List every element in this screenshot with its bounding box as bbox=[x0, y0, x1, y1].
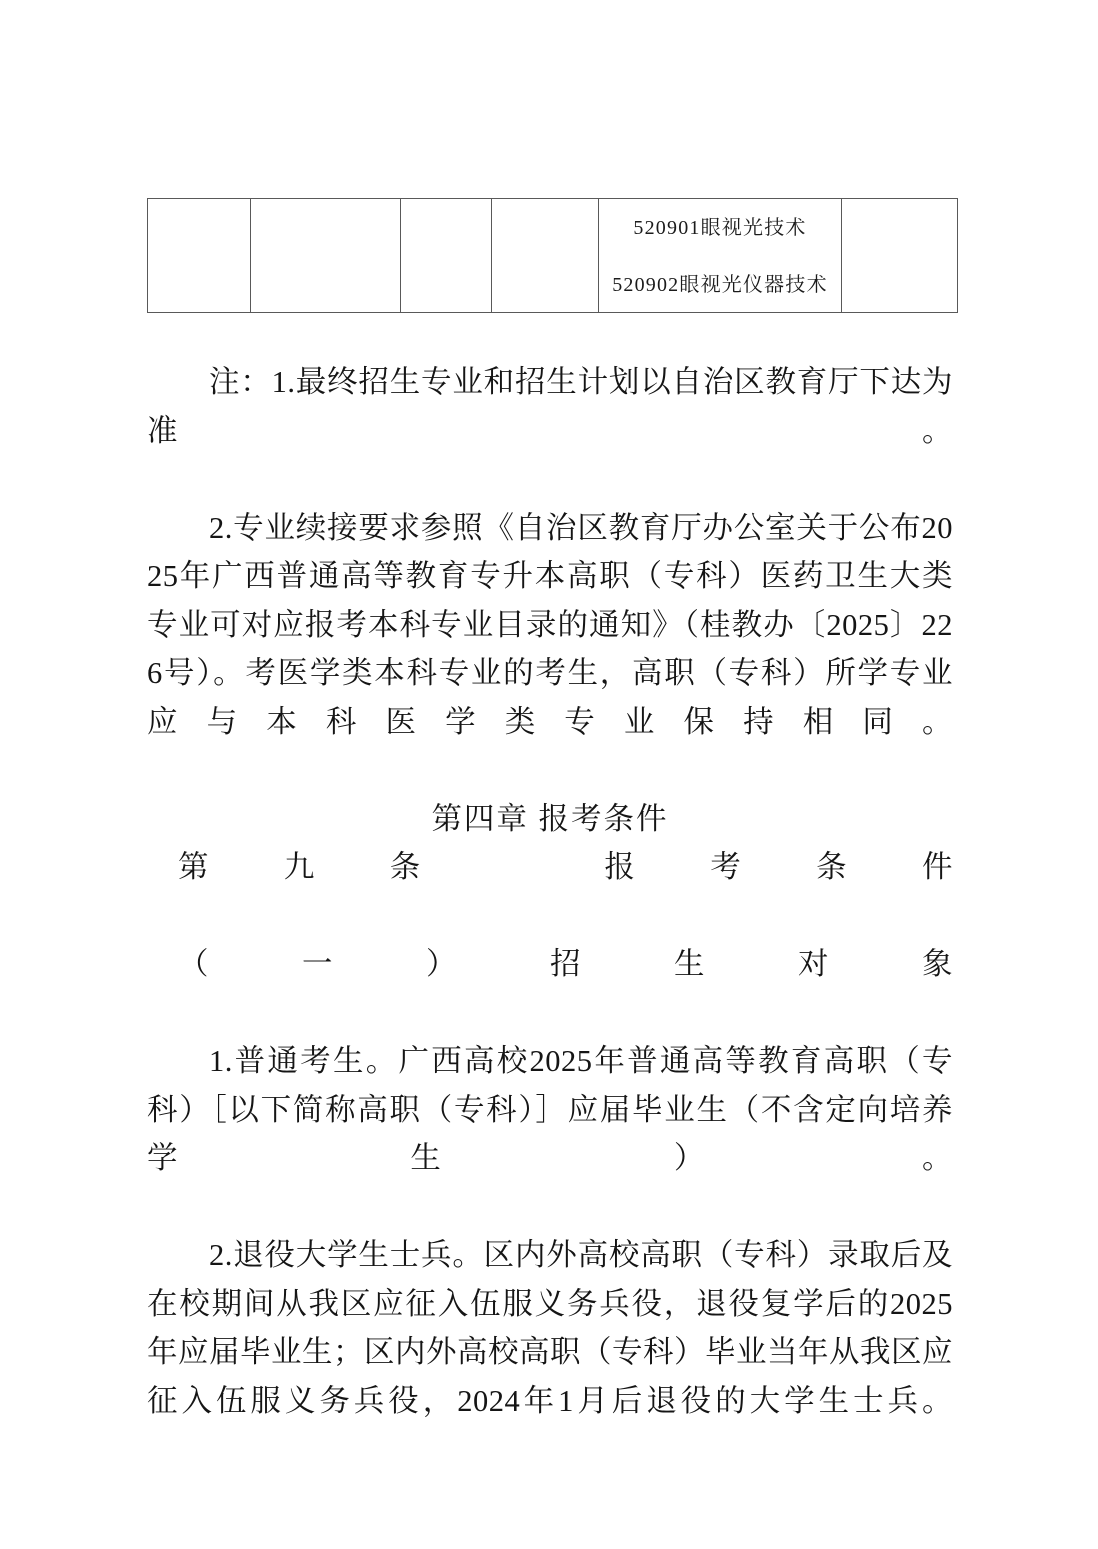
major-list-lines bbox=[599, 205, 841, 306]
major-line-2: 520902眼视光仪器技术 bbox=[612, 274, 828, 296]
note-paragraph-1: 注：1.最终招生专业和招生计划以自治区教育厅下达为准。 bbox=[147, 365, 953, 448]
table-cell-remark bbox=[842, 199, 958, 313]
table-row bbox=[148, 199, 958, 313]
major-continuation-table bbox=[147, 198, 958, 313]
table-cell-college-name bbox=[251, 199, 401, 313]
body-text-container bbox=[147, 358, 953, 1474]
article-heading bbox=[147, 843, 953, 940]
chapter-heading: 第四章 报考条件 bbox=[431, 801, 669, 836]
table-cell-major-list bbox=[599, 199, 842, 313]
table-cell-plan bbox=[492, 199, 599, 313]
table-cell-major-code bbox=[401, 199, 492, 313]
major-line-1: 520901眼视光技术 bbox=[633, 217, 807, 239]
article-title: 报考条件 bbox=[529, 850, 954, 884]
list-item-2: 2.退役大学生士兵。区内外高校高职（专科）录取后及在校期间从我区应征入伍服义务兵役，退役复学后的2025年应届毕业生；区内外高校高职（专科）毕业当年从我区应征入伍服义务兵役，2024年1月后退役的大学生士兵。 bbox=[147, 1238, 953, 1418]
note-paragraph-2: 2.专业续接要求参照《自治区教育厅办公室关于公布2025年广西普通高等教育专升本高职（专科）医药卫生大类专业可对应报考本科专业目录的通知》（桂教办〔2025〕226号）。考医学类本科专业的考生，高职（专科）所学专业应与本科医学类专业保持相同。 bbox=[147, 510, 953, 739]
article-number: 第九条 bbox=[178, 850, 496, 884]
table-container bbox=[147, 198, 951, 313]
list-item-1: 1.普通考生。广西高校2025年普通高等教育高职（专科）［以下简称高职（专科）］应届毕业生（不含定向培养学生）。 bbox=[147, 1044, 953, 1175]
table-cell-college-code bbox=[148, 199, 251, 313]
subsection-heading-1: （一）招生对象 bbox=[178, 947, 953, 981]
